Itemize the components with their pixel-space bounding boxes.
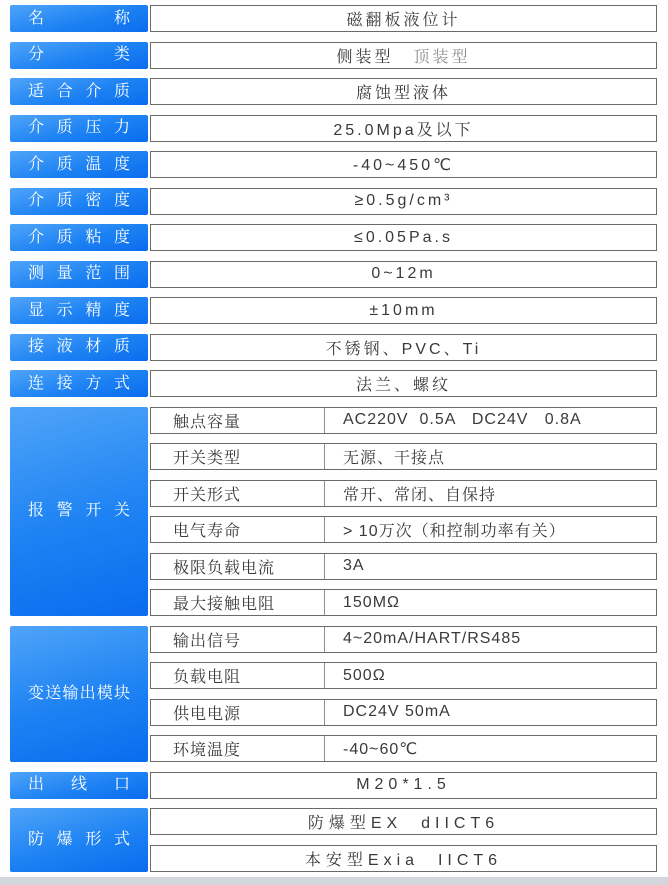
category-secondary: 顶装型 xyxy=(413,48,471,66)
row-label-cell xyxy=(10,188,148,215)
row-label-cell xyxy=(10,772,148,799)
row-label: 出线口 xyxy=(28,776,130,793)
row-label: 介质密度 xyxy=(28,192,130,209)
section-explosion-proof xyxy=(10,808,657,872)
row-label-cell xyxy=(10,78,148,105)
section-label-cell xyxy=(10,626,148,763)
row-value: ±10mm xyxy=(369,301,438,319)
subrow-flameproof xyxy=(150,808,657,835)
row-label-cell xyxy=(10,115,148,142)
subrow-ambient-temperature xyxy=(150,735,657,762)
subrow-label: 开关类型 xyxy=(151,444,325,469)
row-value-cell xyxy=(150,370,657,397)
row-label-cell xyxy=(10,261,148,288)
category-primary: 侧装型 xyxy=(336,48,394,66)
subrow-value: AC220V 0.5A DC24V 0.8A xyxy=(343,411,582,428)
subrow-value: 4~20mA/HART/RS485 xyxy=(343,630,522,647)
row-value: 25.0Mpa及以下 xyxy=(333,121,474,139)
subrow-label: 负载电阻 xyxy=(151,663,325,688)
spec-row-category xyxy=(10,42,657,69)
row-label: 介质粘度 xyxy=(28,228,130,246)
subrow-label: 极限负载电流 xyxy=(151,554,325,579)
row-value: -40~450℃ xyxy=(352,156,455,174)
spec-row-connection xyxy=(10,370,657,397)
subrow-label: 最大接触电阻 xyxy=(151,590,325,615)
row-value-cell xyxy=(150,297,657,324)
spec-row-range xyxy=(10,261,657,288)
row-label: 名称 xyxy=(28,9,130,27)
row-label-cell xyxy=(10,5,148,32)
section-rows xyxy=(150,808,657,872)
subrow-value: 500Ω xyxy=(343,666,386,684)
row-label-cell xyxy=(10,370,148,397)
section-label-cell xyxy=(10,407,148,617)
row-label: 介质压力 xyxy=(28,119,130,136)
spec-row-temperature xyxy=(10,151,657,178)
row-value-cell xyxy=(150,188,657,215)
subrow-max-contact-resistance xyxy=(150,589,657,616)
section-rows xyxy=(150,626,657,763)
spec-row-density xyxy=(10,188,657,215)
row-label-cell xyxy=(10,224,148,251)
row-value: 不锈钢、PVC、Ti xyxy=(325,340,482,358)
row-label: 连接方式 xyxy=(28,374,130,392)
subrow-value: -40~60℃ xyxy=(343,740,419,758)
subrow-label: 开关形式 xyxy=(151,481,325,506)
section-label: 防爆形式 xyxy=(28,830,130,848)
spec-row-wetted-material xyxy=(10,334,657,361)
subrow-label: 环境温度 xyxy=(151,736,325,761)
row-label-cell xyxy=(10,334,148,361)
section-transmitter-module xyxy=(10,626,657,763)
subrow-limit-load-current xyxy=(150,553,657,580)
row-label: 接液材质 xyxy=(28,338,130,355)
row-label-cell xyxy=(10,297,148,324)
row-label: 显示精度 xyxy=(28,301,130,319)
subrow-value: 常开、常闭、自保持 xyxy=(343,486,497,504)
row-value: M20*1.5 xyxy=(356,776,451,793)
subrow-value: 防爆型EX dIICT6 xyxy=(307,815,500,832)
subrow-output-signal xyxy=(150,626,657,653)
subrow-load-resistance xyxy=(150,662,657,689)
row-value: 腐蚀型液体 xyxy=(355,85,451,102)
section-alarm-switch xyxy=(10,407,657,617)
spec-row-name xyxy=(10,5,657,32)
row-value: 磁翻板液位计 xyxy=(346,12,461,29)
subrow-power-supply xyxy=(150,699,657,726)
row-label: 介质温度 xyxy=(28,155,130,173)
section-label: 报警开关 xyxy=(28,502,130,520)
subrow-value: 本安型Exia IICT6 xyxy=(304,851,503,869)
spec-row-viscosity xyxy=(10,224,657,251)
spec-row-pressure xyxy=(10,115,657,142)
row-value: ≤0.05Pa.s xyxy=(354,228,453,246)
row-value: ≥0.5g/cm³ xyxy=(354,192,453,209)
row-label: 测量范围 xyxy=(28,265,130,282)
subrow-value: 无源、干接点 xyxy=(343,450,446,467)
subrow-value: DC24V 50mA xyxy=(343,703,451,720)
subrow-value: > 10万次（和控制功率有关） xyxy=(343,523,566,540)
row-label: 适合介质 xyxy=(28,82,130,100)
row-value-cell xyxy=(150,261,657,288)
subrow-intrinsically-safe xyxy=(150,845,657,872)
row-label: 分类 xyxy=(28,46,130,63)
row-value-cell xyxy=(150,115,657,142)
bottom-divider-bar xyxy=(0,877,668,885)
subrow-value: 150MΩ xyxy=(343,593,400,611)
row-value-cell xyxy=(150,224,657,251)
row-value-cell xyxy=(150,5,657,32)
subrow-label: 电气寿命 xyxy=(151,517,325,542)
subrow-value: 3A xyxy=(343,557,365,574)
spec-row-accuracy xyxy=(10,297,657,324)
subrow-label: 供电电源 xyxy=(151,700,325,725)
section-label-cell xyxy=(10,808,148,872)
spec-row-medium xyxy=(10,78,657,105)
subrow-contact-capacity xyxy=(150,407,657,434)
subrow-switch-type xyxy=(150,443,657,470)
subrow-electrical-life xyxy=(150,516,657,543)
row-label-cell xyxy=(10,42,148,69)
spec-row-cable-outlet xyxy=(10,772,657,799)
row-value-cell xyxy=(150,334,657,361)
section-rows xyxy=(150,407,657,617)
row-value: 0~12m xyxy=(371,265,436,282)
section-label: 变送输出模块 xyxy=(28,684,130,702)
row-value-cell xyxy=(150,151,657,178)
row-value-cell xyxy=(150,78,657,105)
subrow-label: 触点容量 xyxy=(151,408,325,433)
row-label-cell xyxy=(10,151,148,178)
row-value: 法兰、螺纹 xyxy=(355,377,451,394)
row-value-cell xyxy=(150,42,657,69)
subrow-switch-form xyxy=(150,480,657,507)
row-value-cell xyxy=(150,772,657,799)
subrow-label: 输出信号 xyxy=(151,627,325,652)
